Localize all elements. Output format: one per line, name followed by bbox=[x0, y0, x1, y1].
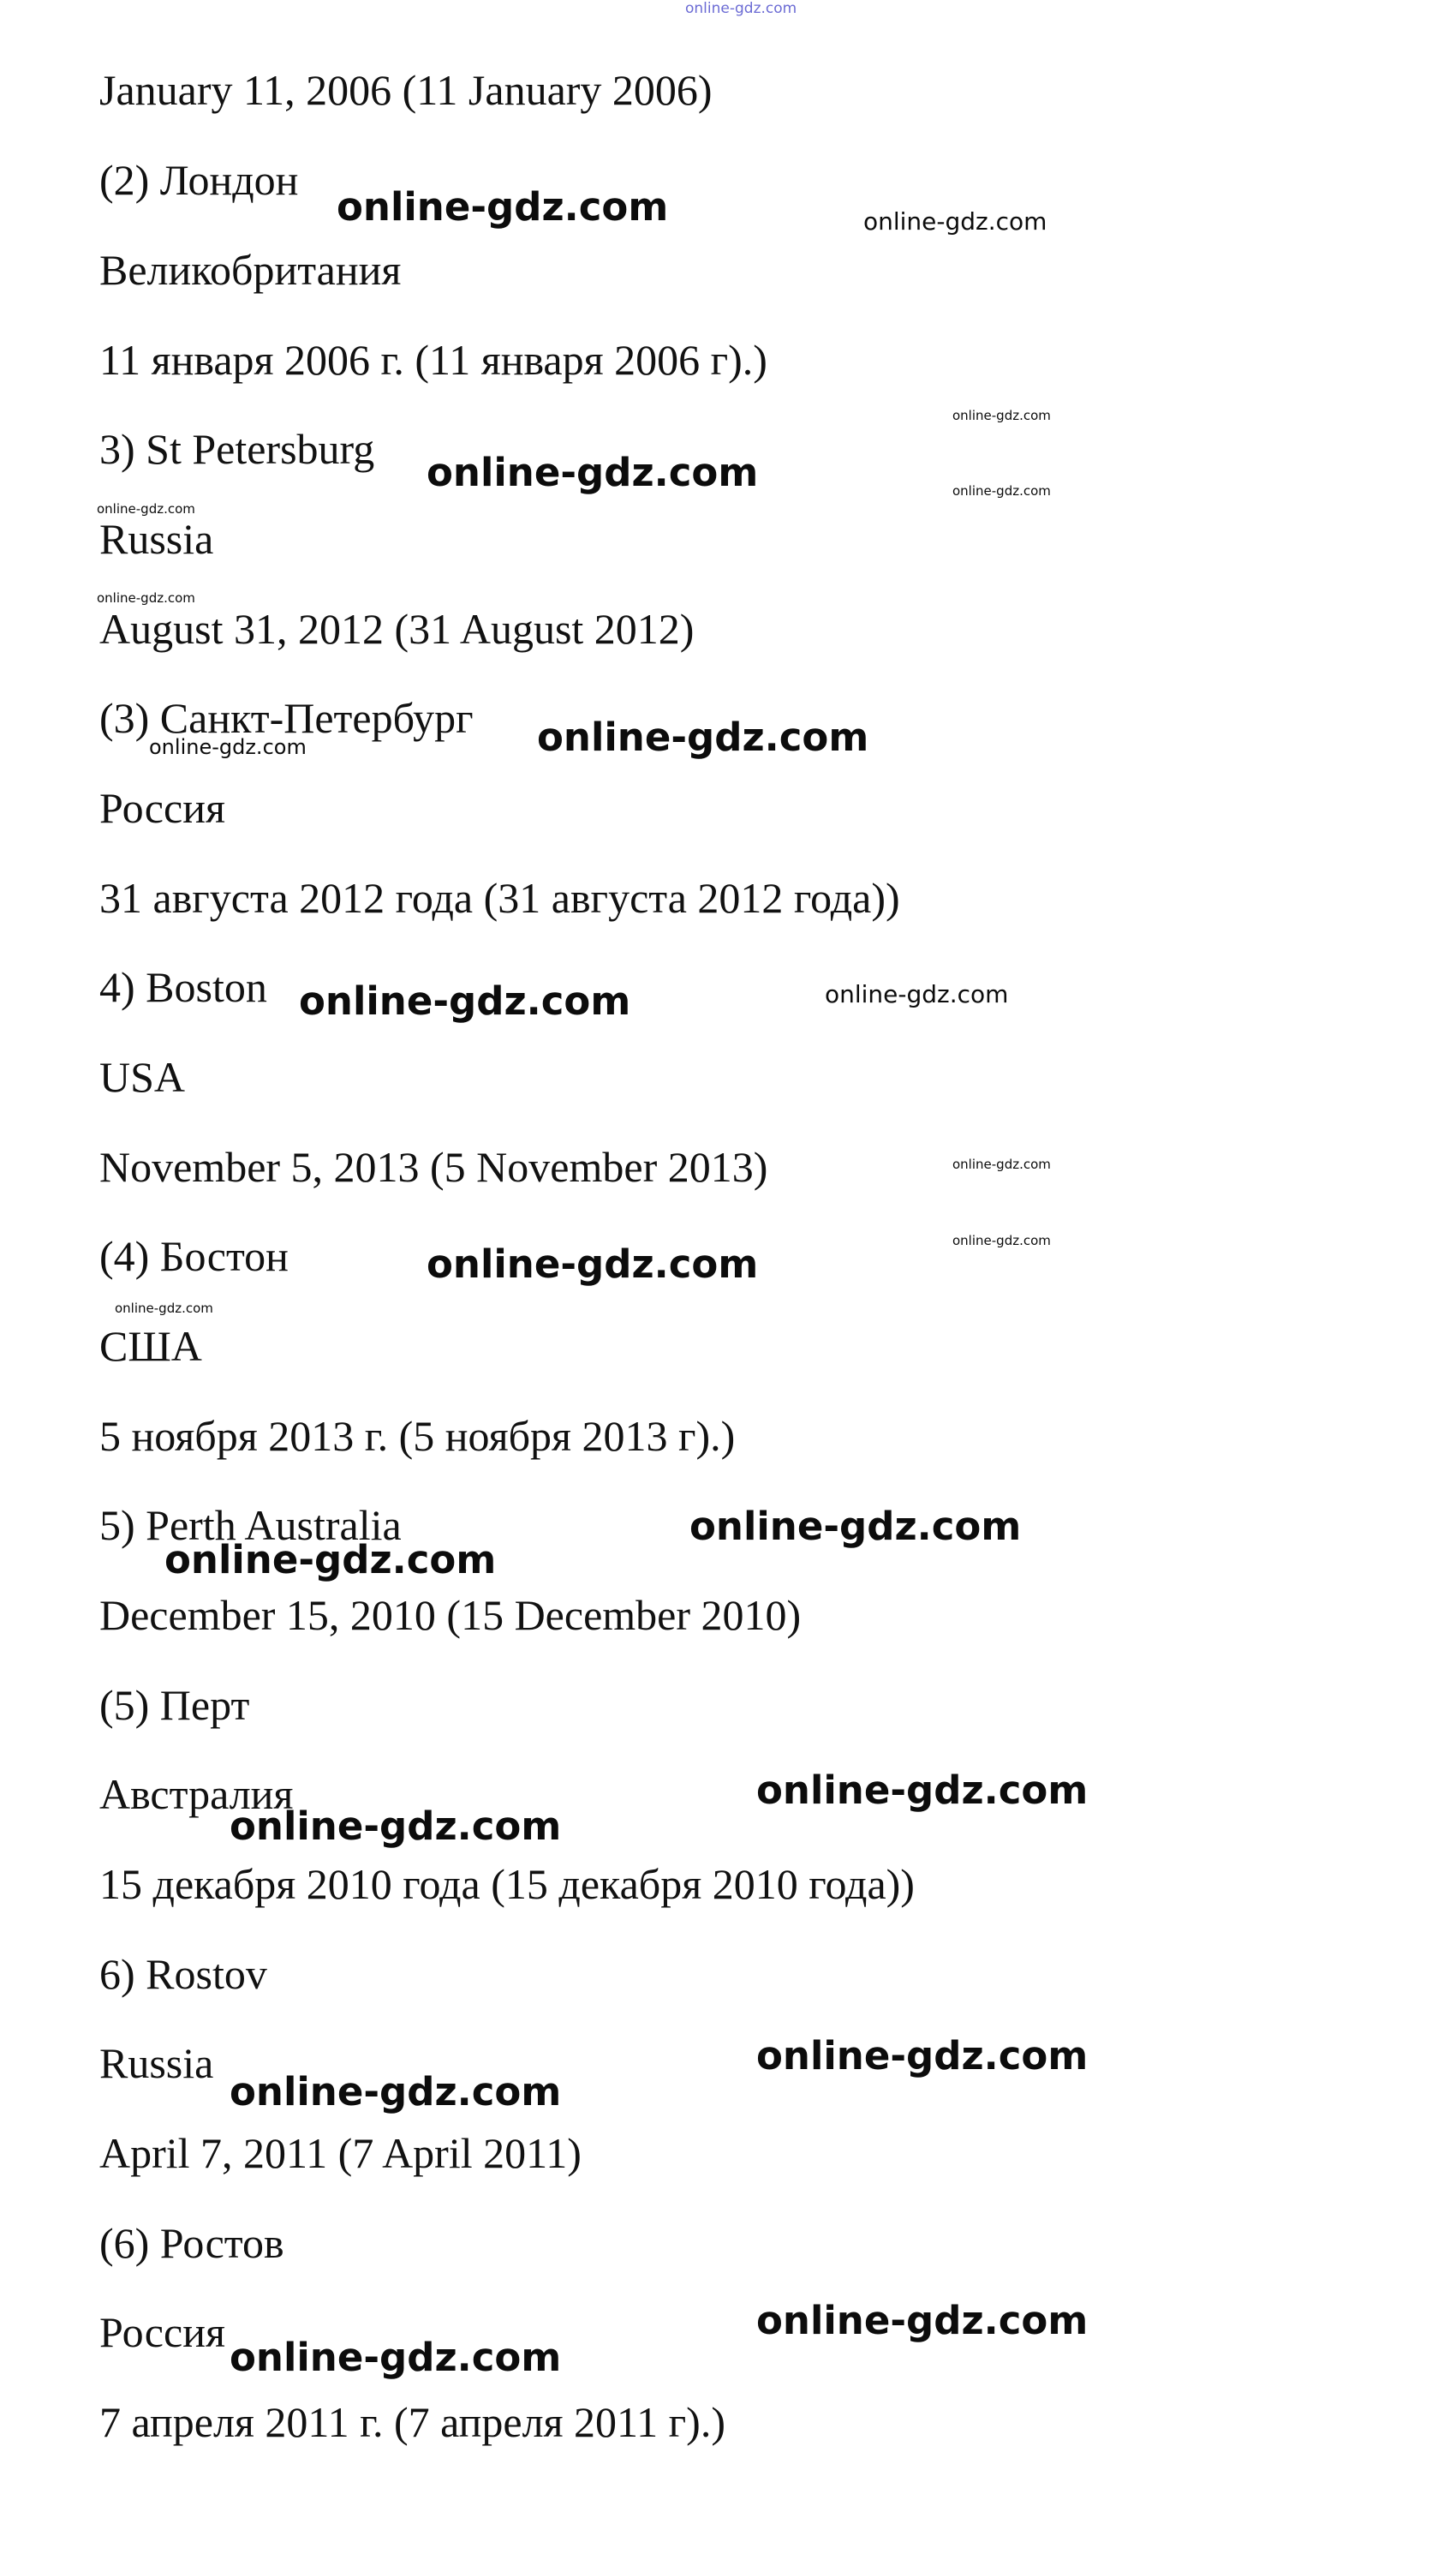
watermark: online-gdz.com bbox=[952, 1233, 1051, 1248]
watermark: online-gdz.com bbox=[115, 1301, 213, 1316]
text-line: 11 января 2006 г. (11 января 2006 г).) bbox=[99, 336, 767, 384]
watermark: online-gdz.com bbox=[149, 735, 307, 759]
text-line: USA bbox=[99, 1053, 186, 1101]
text-line: 3) St Petersburg bbox=[99, 425, 375, 473]
watermark: online-gdz.com bbox=[952, 483, 1051, 499]
text-line: 6) Rostov bbox=[99, 1950, 267, 1998]
watermark: online-gdz.com bbox=[427, 1241, 759, 1287]
header-watermark: online-gdz.com bbox=[685, 0, 797, 17]
text-line: (5) Перт bbox=[99, 1681, 250, 1729]
text-line: США bbox=[99, 1322, 202, 1370]
watermark: online-gdz.com bbox=[756, 1767, 1089, 1813]
watermark: online-gdz.com bbox=[863, 207, 1047, 236]
text-line: Великобритания bbox=[99, 246, 402, 294]
watermark: online-gdz.com bbox=[97, 501, 195, 517]
text-line: December 15, 2010 (15 December 2010) bbox=[99, 1591, 802, 1639]
watermark: online-gdz.com bbox=[299, 978, 631, 1024]
text-line: Австралия bbox=[99, 1770, 294, 1818]
watermark: online-gdz.com bbox=[537, 715, 869, 760]
watermark: online-gdz.com bbox=[230, 2069, 562, 2114]
text-line: 5) Perth Australia bbox=[99, 1501, 402, 1549]
watermark: online-gdz.com bbox=[756, 2033, 1089, 2079]
text-line: August 31, 2012 (31 August 2012) bbox=[99, 605, 695, 653]
watermark: online-gdz.com bbox=[952, 1157, 1051, 1172]
text-line: Россия bbox=[99, 2308, 225, 2356]
watermark: online-gdz.com bbox=[164, 1537, 497, 1582]
text-line: (2) Лондон bbox=[99, 156, 299, 204]
watermark: online-gdz.com bbox=[427, 450, 759, 495]
watermark: online-gdz.com bbox=[337, 184, 669, 230]
watermark: online-gdz.com bbox=[97, 590, 195, 606]
text-line: (4) Бостон bbox=[99, 1232, 289, 1280]
text-line: 4) Boston bbox=[99, 963, 267, 1011]
watermark: online-gdz.com bbox=[230, 2335, 562, 2380]
text-line: (3) Санкт-Петербург bbox=[99, 694, 474, 742]
text-line: 31 августа 2012 года (31 августа 2012 года)) bbox=[99, 874, 900, 922]
text-line: 5 ноября 2013 г. (5 ноября 2013 г).) bbox=[99, 1412, 736, 1460]
text-line: Россия bbox=[99, 784, 225, 832]
text-line: January 11, 2006 (11 January 2006) bbox=[99, 66, 713, 114]
text-line: November 5, 2013 (5 November 2013) bbox=[99, 1143, 768, 1191]
text-line: April 7, 2011 (7 April 2011) bbox=[99, 2129, 582, 2177]
text-line: Russia bbox=[99, 515, 214, 563]
watermark: online-gdz.com bbox=[952, 408, 1051, 423]
watermark: online-gdz.com bbox=[230, 1803, 562, 1849]
watermark: online-gdz.com bbox=[756, 2298, 1089, 2343]
text-line: 15 декабря 2010 года (15 декабря 2010 года)) bbox=[99, 1860, 915, 1908]
text-line: (6) Ростов bbox=[99, 2219, 284, 2267]
text-line: Russia bbox=[99, 2039, 214, 2087]
watermark: online-gdz.com bbox=[689, 1504, 1022, 1549]
watermark: online-gdz.com bbox=[825, 980, 1009, 1008]
text-line: 7 апреля 2011 г. (7 апреля 2011 г).) bbox=[99, 2398, 725, 2446]
